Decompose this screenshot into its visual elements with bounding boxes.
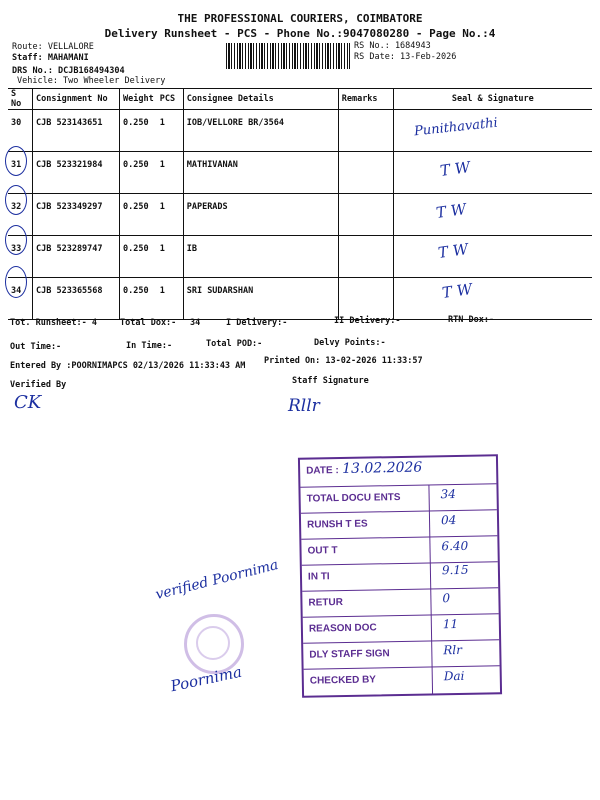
row-weight: 0.250 bbox=[120, 236, 157, 278]
row-signature-cell bbox=[393, 194, 592, 236]
route: Route: VELLALORE bbox=[12, 42, 94, 52]
stamp-date-label: DATE : bbox=[306, 465, 339, 477]
staff: Staff: MAHAMANI bbox=[12, 53, 89, 63]
rs-date: RS Date: 13-Feb-2026 bbox=[354, 52, 457, 62]
col-weight: Weight bbox=[120, 89, 157, 110]
row-sno: 33 bbox=[8, 236, 33, 278]
table-row bbox=[8, 110, 592, 152]
stamp-row bbox=[300, 483, 496, 505]
verified-note-handwriting: verified Poornima bbox=[153, 557, 280, 603]
row-consignee: IB bbox=[183, 236, 338, 278]
signature-handwriting: T W bbox=[440, 279, 474, 303]
row-signature-cell bbox=[393, 152, 592, 194]
table-row bbox=[8, 236, 592, 278]
row-weight: 0.250 bbox=[120, 110, 157, 152]
stamp-row bbox=[303, 613, 499, 635]
stamp-row-value: 11 bbox=[442, 616, 459, 632]
entered-by: Entered By :POORNIMAPCS 02/13/2026 11:33:43 AM bbox=[10, 361, 246, 371]
delivery-stamp bbox=[298, 454, 502, 697]
verified-by-label: Verified By bbox=[10, 380, 67, 390]
stamp-row bbox=[304, 665, 500, 687]
row-weight: 0.250 bbox=[120, 278, 157, 320]
row-signature-cell bbox=[393, 278, 592, 320]
stamp-row-value: 6.40 bbox=[441, 538, 469, 554]
verifier-signature-handwriting: Poornima bbox=[168, 662, 244, 696]
stamp-date-value: 13.02.2026 bbox=[341, 459, 423, 477]
stamp-row bbox=[301, 535, 497, 557]
stamp-row-value: Dai bbox=[443, 668, 465, 684]
rtn-dox: RTN Dox:- bbox=[448, 315, 495, 325]
sno-circle bbox=[5, 225, 27, 255]
verified-initial: CK bbox=[14, 392, 42, 413]
drs-number: DRS No.: DCJB168494304 bbox=[12, 66, 125, 76]
row-remarks bbox=[338, 152, 393, 194]
i-delivery: I Delivery:- bbox=[226, 318, 288, 328]
total-dox-label: Total Dox:- bbox=[120, 318, 177, 328]
col-consignment: Consignment No bbox=[33, 89, 120, 110]
row-consignee: PAPERADS bbox=[183, 194, 338, 236]
sno-circle bbox=[5, 146, 27, 176]
signature-handwriting: T W bbox=[438, 157, 472, 181]
row-sno: 34 bbox=[8, 278, 33, 320]
stamp-row-value: 04 bbox=[440, 513, 457, 528]
runsheet-subtitle: Delivery Runsheet - PCS - Phone No.:9047080280 - Page No.:4 bbox=[104, 27, 496, 40]
in-time: In Time:- bbox=[126, 341, 173, 351]
sno-circle bbox=[5, 266, 27, 298]
staff-sign-handwriting: Rllr bbox=[288, 396, 320, 416]
signature-handwriting: Punithavathi bbox=[413, 115, 499, 140]
table-header-row bbox=[8, 89, 592, 110]
vehicle: Vehicle: Two Wheeler Delivery bbox=[17, 76, 166, 86]
signature-handwriting: T W bbox=[434, 199, 468, 223]
stamp-row-label: DLY STAFF SIGN bbox=[309, 648, 390, 661]
stamp-row-label: RUNSH T ES bbox=[307, 518, 368, 531]
col-seal-signature: Seal & Signature bbox=[393, 89, 592, 110]
staff-signature-label: Staff Signature bbox=[292, 376, 369, 386]
total-runsheet: Tot. Runsheet:- 4 bbox=[10, 318, 97, 328]
stamp-row-label: CHECKED BY bbox=[309, 674, 377, 687]
row-consignee: IOB/VELLORE BR/3564 bbox=[183, 110, 338, 152]
out-time: Out Time:- bbox=[10, 342, 62, 352]
total-dox-value: 34 bbox=[190, 318, 201, 328]
row-pcs: 1 bbox=[157, 236, 184, 278]
row-consignee: SRI SUDARSHAN bbox=[183, 278, 338, 320]
stamp-row-label: TOTAL DOCU ENTS bbox=[306, 491, 401, 505]
row-sno: 32 bbox=[8, 194, 33, 236]
stamp-row-value: 9.15 bbox=[441, 562, 469, 578]
col-pcs: PCS bbox=[157, 89, 184, 110]
row-weight: 0.250 bbox=[120, 194, 157, 236]
rs-number: RS No.: 1684943 bbox=[354, 41, 431, 51]
stamp-row bbox=[303, 639, 499, 661]
row-consignment: CJB 523143651 bbox=[33, 110, 120, 152]
row-pcs: 1 bbox=[157, 110, 184, 152]
stamp-row bbox=[302, 587, 498, 609]
row-pcs: 1 bbox=[157, 194, 184, 236]
table-row bbox=[8, 152, 592, 194]
row-pcs: 1 bbox=[157, 278, 184, 320]
stamp-row-label: REASON DOC bbox=[308, 622, 377, 635]
col-remarks: Remarks bbox=[338, 89, 393, 110]
col-consignee: Consignee Details bbox=[183, 89, 338, 110]
barcode bbox=[226, 43, 350, 69]
table-row bbox=[8, 194, 592, 236]
delvy-points: Delvy Points:- bbox=[314, 338, 386, 348]
ii-delivery: II Delivery:- bbox=[334, 316, 401, 326]
row-consignment: CJB 523321984 bbox=[33, 152, 120, 194]
runsheet-table bbox=[8, 88, 592, 320]
row-remarks bbox=[338, 236, 393, 278]
stamp-row-value: Rlr bbox=[443, 642, 463, 658]
row-remarks bbox=[338, 110, 393, 152]
row-consignment: CJB 523349297 bbox=[33, 194, 120, 236]
stamp-row-label: IN TI bbox=[307, 571, 330, 583]
stamp-row-value: 0 bbox=[442, 591, 451, 606]
stamp-row-value: 34 bbox=[440, 487, 456, 502]
stamp-row bbox=[302, 561, 498, 583]
printed-on: Printed On: 13-02-2026 11:33:57 bbox=[264, 356, 423, 366]
row-consignment: CJB 523289747 bbox=[33, 236, 120, 278]
stamp-row-label: RETUR bbox=[308, 597, 344, 609]
row-consignment: CJB 523365568 bbox=[33, 278, 120, 320]
row-signature-cell bbox=[393, 236, 592, 278]
row-sno: 31 bbox=[8, 152, 33, 194]
total-pod: Total POD:- bbox=[206, 339, 263, 349]
row-consignee: MATHIVANAN bbox=[183, 152, 338, 194]
row-pcs: 1 bbox=[157, 152, 184, 194]
sno-circle bbox=[5, 185, 27, 215]
row-weight: 0.250 bbox=[120, 152, 157, 194]
signature-handwriting: T W bbox=[436, 239, 470, 263]
stamp-row bbox=[301, 509, 497, 531]
company-title: THE PROFESSIONAL COURIERS, COIMBATORE bbox=[177, 12, 423, 25]
stamp-row-label: OUT T bbox=[307, 545, 338, 557]
row-sno: 30 bbox=[8, 110, 33, 152]
col-sno: S No bbox=[8, 89, 33, 110]
row-remarks bbox=[338, 194, 393, 236]
row-remarks bbox=[338, 278, 393, 320]
table-row bbox=[8, 278, 592, 320]
